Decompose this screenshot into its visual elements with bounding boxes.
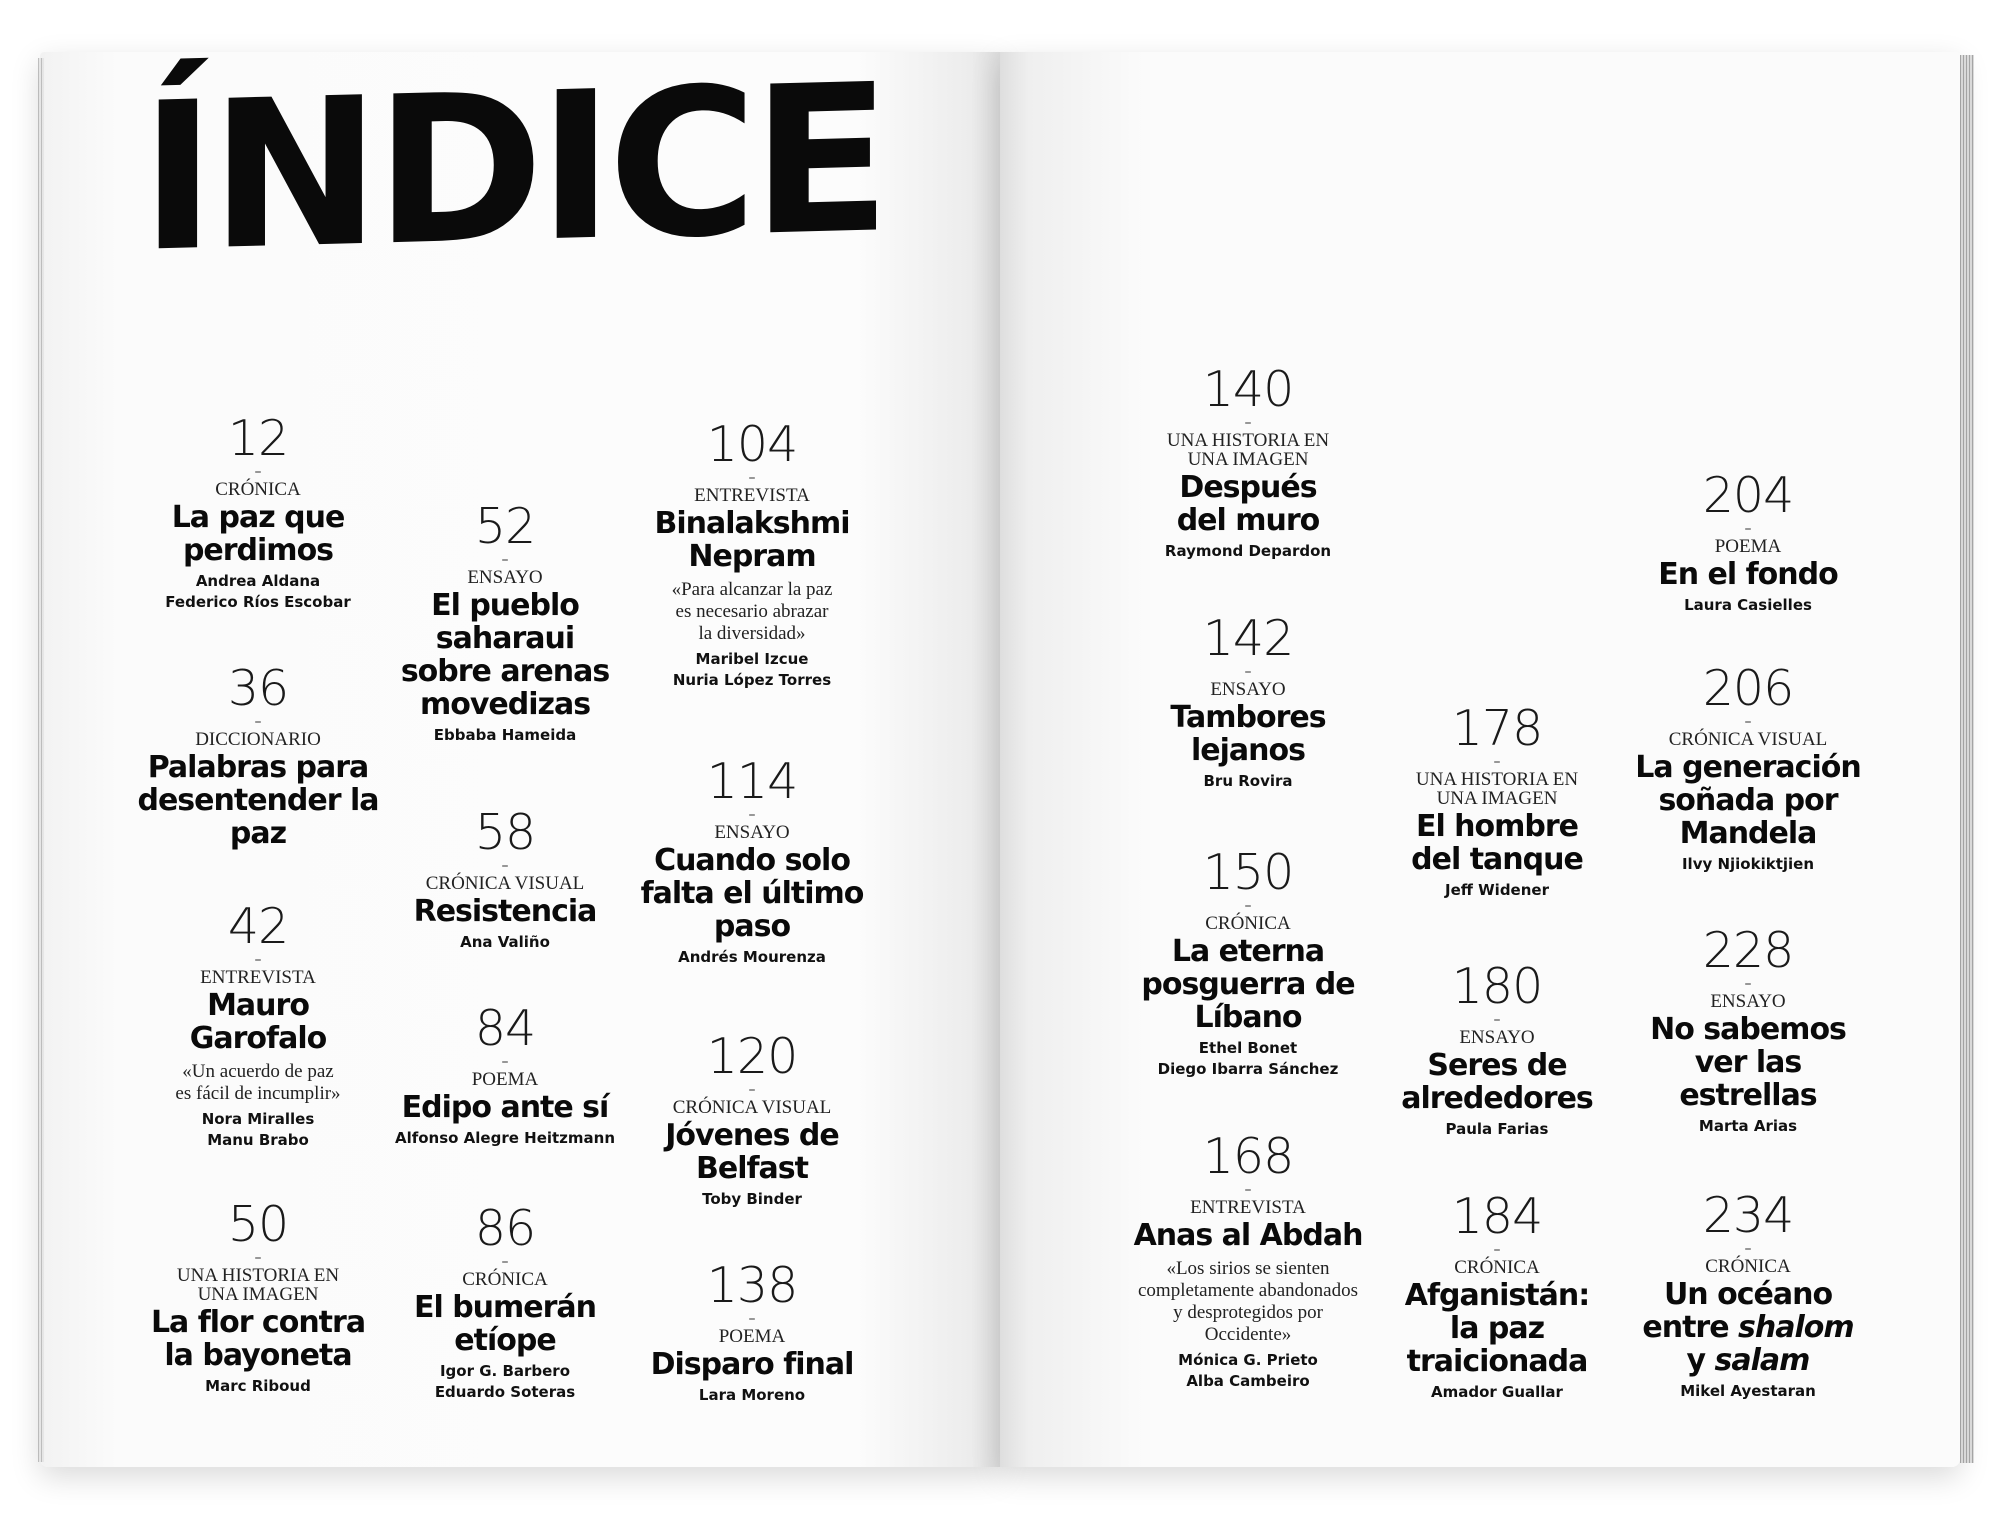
- author-name: Ethel Bonet: [1198, 1039, 1298, 1057]
- section-label: ENSAYO: [1210, 679, 1286, 700]
- article-title: Mauro Garofalo: [189, 988, 327, 1056]
- article-title: Tambores lejanos: [1170, 700, 1326, 768]
- author-name: Ebbaba Hameida: [433, 726, 577, 744]
- article-title: Después del muro: [1176, 470, 1320, 538]
- section-label: CRÓNICA VISUAL: [425, 873, 585, 894]
- article-authors: [1598, 854, 1898, 875]
- page-number: 150: [1202, 844, 1294, 901]
- separator-dash: –: [501, 552, 509, 568]
- section-label: POEMA: [718, 1326, 786, 1347]
- article-authors: [602, 1189, 902, 1210]
- article-title: La eterna posguerra de Líbano: [1141, 934, 1355, 1035]
- section-label: UNA HISTORIA EN UNA IMAGEN: [1166, 430, 1330, 470]
- toc-entry: [1598, 1189, 1898, 1402]
- section-label: ENSAYO: [467, 567, 543, 588]
- separator-dash: –: [254, 464, 262, 480]
- page-number: 184: [1451, 1188, 1543, 1245]
- toc-entry: [602, 1259, 902, 1406]
- author-name: Mónica G. Prieto: [1178, 1351, 1318, 1369]
- article-quote: «Un acuerdo de paz es fácil de incumplir»: [175, 1061, 341, 1104]
- article-title: La flor contra la bayoneta: [150, 1305, 366, 1373]
- separator-dash: –: [1493, 754, 1501, 770]
- article-quote: «Para alcanzar la paz es necesario abrazar la diversidad»: [671, 579, 833, 644]
- author-name: Ilvy Njiokiktjien: [1681, 855, 1815, 873]
- author-name: Federico Ríos Escobar: [165, 593, 351, 611]
- author-name: Marta Arias: [1698, 1117, 1798, 1135]
- separator-dash: –: [1244, 664, 1252, 680]
- article-title: Disparo final: [650, 1347, 854, 1382]
- section-label: UNA HISTORIA EN UNA IMAGEN: [1415, 769, 1579, 809]
- article-title: La generación soñada por Mandela: [1635, 750, 1861, 851]
- page-number: 178: [1451, 700, 1543, 757]
- section-label: POEMA: [471, 1069, 539, 1090]
- page-number: 142: [1202, 610, 1294, 667]
- section-label: CRÓNICA: [1705, 1256, 1791, 1277]
- separator-dash: –: [748, 807, 756, 823]
- article-title: Binalakshmi Nepram: [654, 506, 850, 574]
- author-name: Laura Casielles: [1684, 596, 1812, 614]
- author-name: Amador Guallar: [1431, 1383, 1563, 1401]
- author-name: Bru Rovira: [1203, 772, 1293, 790]
- author-name: Mikel Ayestaran: [1680, 1382, 1816, 1400]
- article-quote: «Los sirios se sienten completamente abandonados y desprotegidos por Occidente»: [1137, 1258, 1358, 1345]
- page-number: 138: [706, 1257, 798, 1314]
- author-name: Jeff Widener: [1445, 881, 1549, 899]
- section-label: ENTREVISTA: [694, 485, 810, 506]
- article-authors: [1598, 595, 1898, 616]
- separator-dash: –: [1744, 521, 1752, 537]
- author-name: Marc Riboud: [205, 1377, 311, 1395]
- section-label: CRÓNICA: [462, 1269, 548, 1290]
- toc-entry: [602, 1030, 902, 1210]
- page-number: 50: [227, 1196, 289, 1253]
- author-name: Toby Binder: [702, 1190, 802, 1208]
- section-label: CRÓNICA VISUAL: [1668, 729, 1828, 750]
- section-label: CRÓNICA: [215, 479, 301, 500]
- page-number: 168: [1202, 1128, 1294, 1185]
- separator-dash: –: [1244, 415, 1252, 431]
- separator-dash: –: [1744, 714, 1752, 730]
- article-authors: [602, 947, 902, 968]
- separator-dash: –: [254, 952, 262, 968]
- separator-dash: –: [1493, 1012, 1501, 1028]
- page-number: 180: [1451, 958, 1543, 1015]
- author-name: Alba Cambeiro: [1186, 1372, 1310, 1390]
- separator-dash: –: [748, 1311, 756, 1327]
- page-number: 114: [706, 753, 798, 810]
- separator-dash: –: [1244, 1182, 1252, 1198]
- article-title: El hombre del tanque: [1411, 809, 1583, 877]
- article-title: Edipo ante sí: [401, 1090, 609, 1125]
- separator-dash: –: [748, 1082, 756, 1098]
- author-name: Ana Valiño: [460, 933, 550, 951]
- article-authors: [355, 725, 655, 746]
- separator-dash: –: [748, 470, 756, 486]
- toc-entry: [1598, 469, 1898, 616]
- section-label: ENTREVISTA: [200, 967, 316, 988]
- separator-dash: –: [1744, 1241, 1752, 1257]
- toc-entry: [602, 418, 902, 691]
- page-number: 120: [706, 1028, 798, 1085]
- section-label: CRÓNICA: [1205, 913, 1291, 934]
- page-number: 206: [1702, 660, 1794, 717]
- article-title: En el fondo: [1658, 557, 1838, 592]
- page-number: 58: [474, 804, 536, 861]
- article-title: Resistencia: [413, 894, 597, 929]
- toc-entry: [602, 755, 902, 968]
- author-name: Diego Ibarra Sánchez: [1157, 1060, 1339, 1078]
- toc-entry: [1598, 924, 1898, 1137]
- author-name: Igor G. Barbero: [439, 1362, 571, 1380]
- article-title: Seres de alrededores: [1401, 1048, 1593, 1116]
- page-number: 12: [227, 410, 289, 467]
- section-label: CRÓNICA VISUAL: [672, 1097, 832, 1118]
- author-name: Andrés Mourenza: [678, 948, 826, 966]
- page-number: 86: [474, 1200, 536, 1257]
- article-authors: [1598, 1381, 1898, 1402]
- author-name: Nora Miralles: [201, 1110, 315, 1128]
- article-title: Jóvenes de Belfast: [665, 1118, 839, 1186]
- toc-entry: [1598, 662, 1898, 875]
- author-name: Alfonso Alegre Heitzmann: [394, 1129, 616, 1147]
- article-title: Afganistán: la paz traicionada: [1404, 1278, 1590, 1379]
- page-number: 36: [227, 660, 289, 717]
- article-authors: [602, 649, 902, 691]
- separator-dash: –: [501, 1254, 509, 1270]
- section-label: UNA HISTORIA EN UNA IMAGEN: [176, 1265, 340, 1305]
- author-name: Eduardo Soteras: [434, 1383, 576, 1401]
- article-title: El pueblo saharaui sobre arenas movedizas: [400, 588, 610, 722]
- author-name: Andrea Aldana: [195, 572, 321, 590]
- article-authors: [1598, 1116, 1898, 1137]
- page-number: 104: [706, 416, 798, 473]
- article-title: Un océano entre shalom y salam: [1642, 1277, 1854, 1378]
- page-title: ÍNDICE: [140, 41, 885, 298]
- author-name: Manu Brabo: [207, 1131, 309, 1149]
- section-label: ENTREVISTA: [1190, 1197, 1306, 1218]
- article-title: No sabemos ver las estrellas: [1650, 1012, 1846, 1113]
- article-title: Anas al Abdah: [1133, 1218, 1363, 1253]
- author-name: Raymond Depardon: [1164, 542, 1332, 560]
- toc-entry: [1098, 363, 1398, 562]
- section-label: ENSAYO: [1710, 991, 1786, 1012]
- section-label: POEMA: [1714, 536, 1782, 557]
- page-number: 204: [1702, 467, 1794, 524]
- author-name: Maribel Izcue: [695, 650, 809, 668]
- section-label: ENSAYO: [714, 822, 790, 843]
- article-title: La paz que perdimos: [171, 500, 345, 568]
- separator-dash: –: [501, 1054, 509, 1070]
- article-title: Cuando solo falta el último paso: [640, 843, 864, 944]
- article-title: El bumerán etíope: [413, 1290, 597, 1358]
- page-number: 84: [474, 1000, 536, 1057]
- page-number: 42: [227, 898, 289, 955]
- separator-dash: –: [254, 714, 262, 730]
- separator-dash: –: [1744, 976, 1752, 992]
- section-label: CRÓNICA: [1454, 1257, 1540, 1278]
- section-label: ENSAYO: [1459, 1027, 1535, 1048]
- right-page-edges: [1960, 55, 1974, 1463]
- page-number: 228: [1702, 922, 1794, 979]
- author-name: Paula Farias: [1445, 1120, 1549, 1138]
- separator-dash: –: [1493, 1242, 1501, 1258]
- left-page-edges: [38, 58, 44, 1462]
- author-name: Nuria López Torres: [672, 671, 832, 689]
- article-authors: [1098, 541, 1398, 562]
- article-authors: [602, 1385, 902, 1406]
- article-title: Palabras para desentender la paz: [137, 750, 379, 851]
- article-authors: [1347, 880, 1647, 901]
- separator-dash: –: [1244, 898, 1252, 914]
- author-name: Lara Moreno: [698, 1386, 806, 1404]
- page-number: 52: [474, 498, 536, 555]
- separator-dash: –: [254, 1250, 262, 1266]
- page-number: 234: [1702, 1187, 1794, 1244]
- section-label: DICCIONARIO: [195, 729, 321, 750]
- page-number: 140: [1202, 361, 1294, 418]
- separator-dash: –: [501, 858, 509, 874]
